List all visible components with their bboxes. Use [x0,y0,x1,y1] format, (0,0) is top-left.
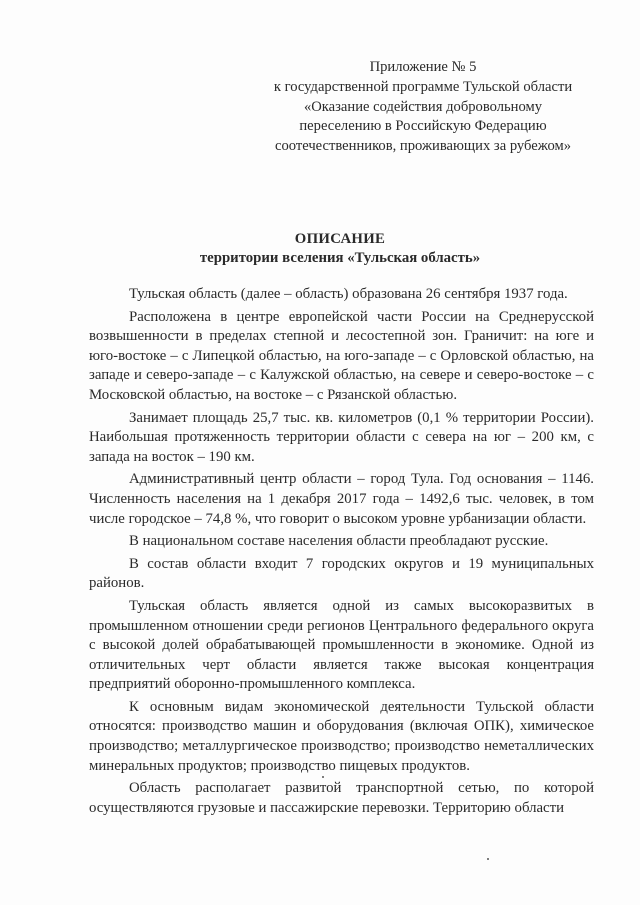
appendix-header [262,58,584,157]
appendix-line: Приложение № 5 [369,59,477,75]
appendix-line: переселению в Российскую Федерацию [299,118,547,135]
paragraph: Административный центр области – город Тула. Год основания – 1146. Численность населения на 1 декабря 2017 года – 1492,6 тыс. человек, в том числе городское – 74,8 %, что говорит о высоком уровне урбанизации области. [89,471,594,527]
paragraph: В состав области входит 7 городских округов и 19 муниципальных районов. [89,555,594,592]
document-body [89,285,594,821]
appendix-line: «Оказание содействия добровольному [303,98,543,115]
appendix-line: к государственной программе Тульской области [273,78,573,95]
document-subtitle: территории вселения «Тульская область» [199,250,481,266]
paragraph: Область располагает развитой транспортной сетью, по которой осуществляются грузовые и пассажирские перевозки. Территорию области [89,780,594,816]
scan-speck [487,858,489,860]
document-title: ОПИСАНИЕ [294,231,386,247]
scan-speck [322,776,324,778]
paragraph: В национальном составе населения области преобладают русские. [129,533,549,550]
paragraph: Тульская область является одной из самых высокоразвитых в промышленном отношении среди регионов Центрального федерального округа с высокой долей обрабатывающей промышленности в экономике. Одной из отличительных черт области является также высокая концентрация предприятий оборонно-промышленного комплекса. [89,597,594,693]
paragraph: Занимает площадь 25,7 тыс. кв. километров (0,1 % территории России). Наибольшая протяженность территории области с севера на юг – 200 км, с запада на восток – 190 км. [89,409,594,465]
appendix-line: соотечественников, проживающих за рубежом» [274,138,572,155]
paragraph: Расположена в центре европейской части России на Среднерусской возвышенности в пределах степной и лесостепной зон. Граничит: на юге и юго-востоке – с Липецкой областью, на юго-западе – с Орловской областью, на западе и северо-западе – с Калужской областью, на севере и северо-востоке – с Московской областью, на востоке – с Рязанской областью. [89,308,594,403]
paragraph: Тульская область (далее – область) образована 26 сентября 1937 года. [129,286,568,302]
paragraph: К основным видам экономической деятельности Тульской области относятся: производство машин и оборудования (включая ОПК), химическое производство; металлургическое производство; производство неметаллических минеральных продуктов; производство пищевых продуктов. [89,698,594,774]
